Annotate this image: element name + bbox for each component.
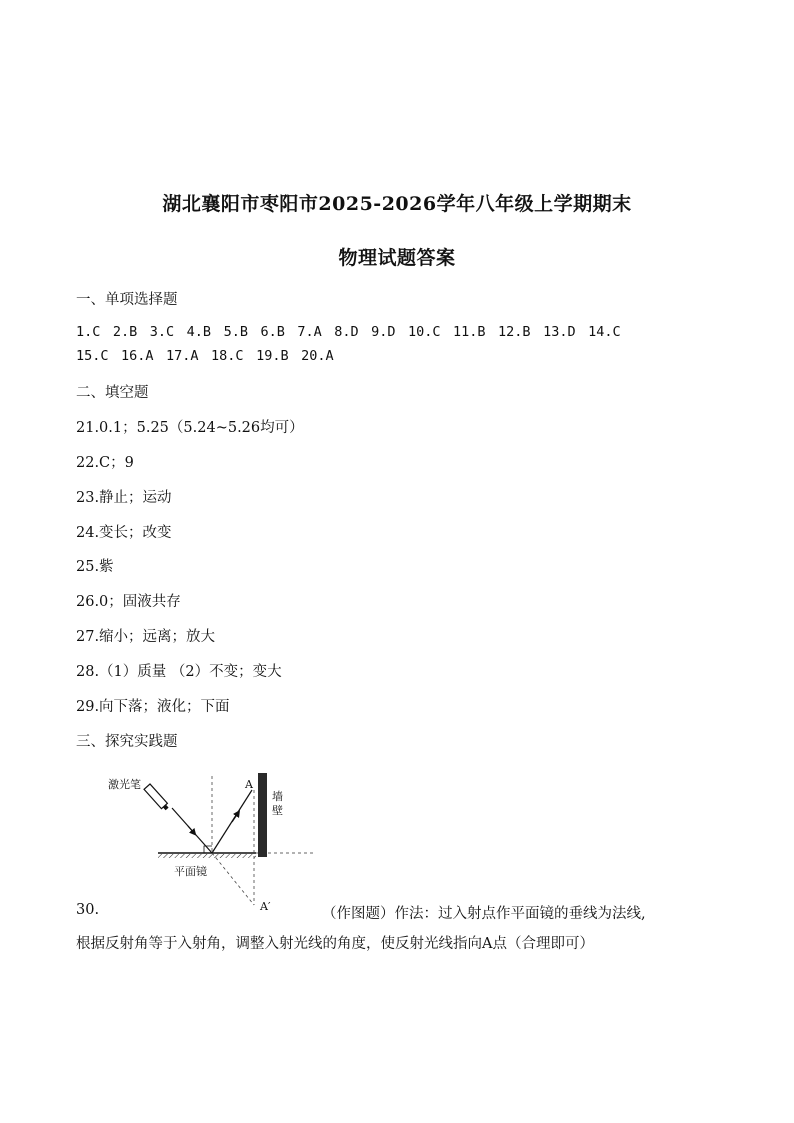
image-line-dashed [212,853,254,905]
fill-answer-24: 24.变长；改变 [76,525,172,541]
answer-item: 10.C [408,324,441,340]
question-30-number: 30. [76,902,100,918]
fill-answer-28: 28.（1）质量 （2）不变；变大 [76,664,282,680]
answer-item: 3.C [149,324,175,340]
answers-row-1 [76,324,633,340]
answer-item: 15.C [76,348,109,364]
label-wall-1: 墙 [272,790,283,803]
fill-answer-29: 29.向下落；液化；下面 [76,699,230,715]
answer-item: 20.A [301,348,334,364]
question-30-text-line2: 根据反射角等于入射角，调整入射光线的角度，使反射光线指向A点（合理即可） [76,936,594,952]
incident-ray-arrow [188,826,194,833]
answer-item: 6.B [260,324,285,340]
laser-pen-icon [144,784,170,812]
fill-answer-26: 26.0；固液共存 [76,594,181,610]
question-30-text-line1: （作图题）作法：过入射点作平面镜的垂线为法线, [322,906,646,922]
document-title: 湖北襄阳市枣阳市2025-2026学年八年级上学期期末 [162,193,632,215]
label-laser: 激光笔 [108,778,141,791]
label-point-a: A [245,778,253,791]
answer-item: 8.D [334,324,359,340]
document-subtitle: 物理试题答案 [338,247,456,269]
answer-item: 5.B [223,324,248,340]
answer-item: 18.C [211,348,244,364]
answer-item: 1.C [76,324,101,340]
label-mirror: 平面镜 [174,865,207,878]
reflected-ray-arrow [232,813,238,822]
answer-item: 7.A [297,324,322,340]
answer-item: 16.A [121,348,154,364]
fill-answer-27: 27.缩小；远离；放大 [76,629,216,645]
wall [258,773,267,857]
answer-item: 4.B [186,324,212,340]
section-heading-multiple-choice: 一、单项选择题 [76,292,178,308]
section-heading-experiment: 三、探究实践题 [76,734,178,750]
fill-answer-23: 23.静止；运动 [76,490,172,506]
answer-item: 14.C [588,324,621,340]
section-heading-fill-in: 二、填空题 [76,385,149,401]
fill-answer-22: 22.C；9 [76,455,134,471]
mirror-hatch [158,854,256,858]
answers-row-2 [76,348,346,364]
answer-item: 17.A [166,348,199,364]
answer-item: 11.B [453,324,486,340]
answer-item: 12.B [498,324,531,340]
label-point-a-image: A′ [260,900,271,912]
answer-item: 19.B [256,348,289,364]
answer-item: 2.B [112,324,138,340]
answer-item: 9.D [371,324,396,340]
answer-item: 13.D [543,324,576,340]
fill-answer-21: 21.0.1；5.25（5.24~5.26均可） [76,420,304,436]
label-wall-2: 壁 [272,804,283,817]
fill-answer-25: 25.紫 [76,559,114,575]
reflection-diagram [104,770,320,912]
